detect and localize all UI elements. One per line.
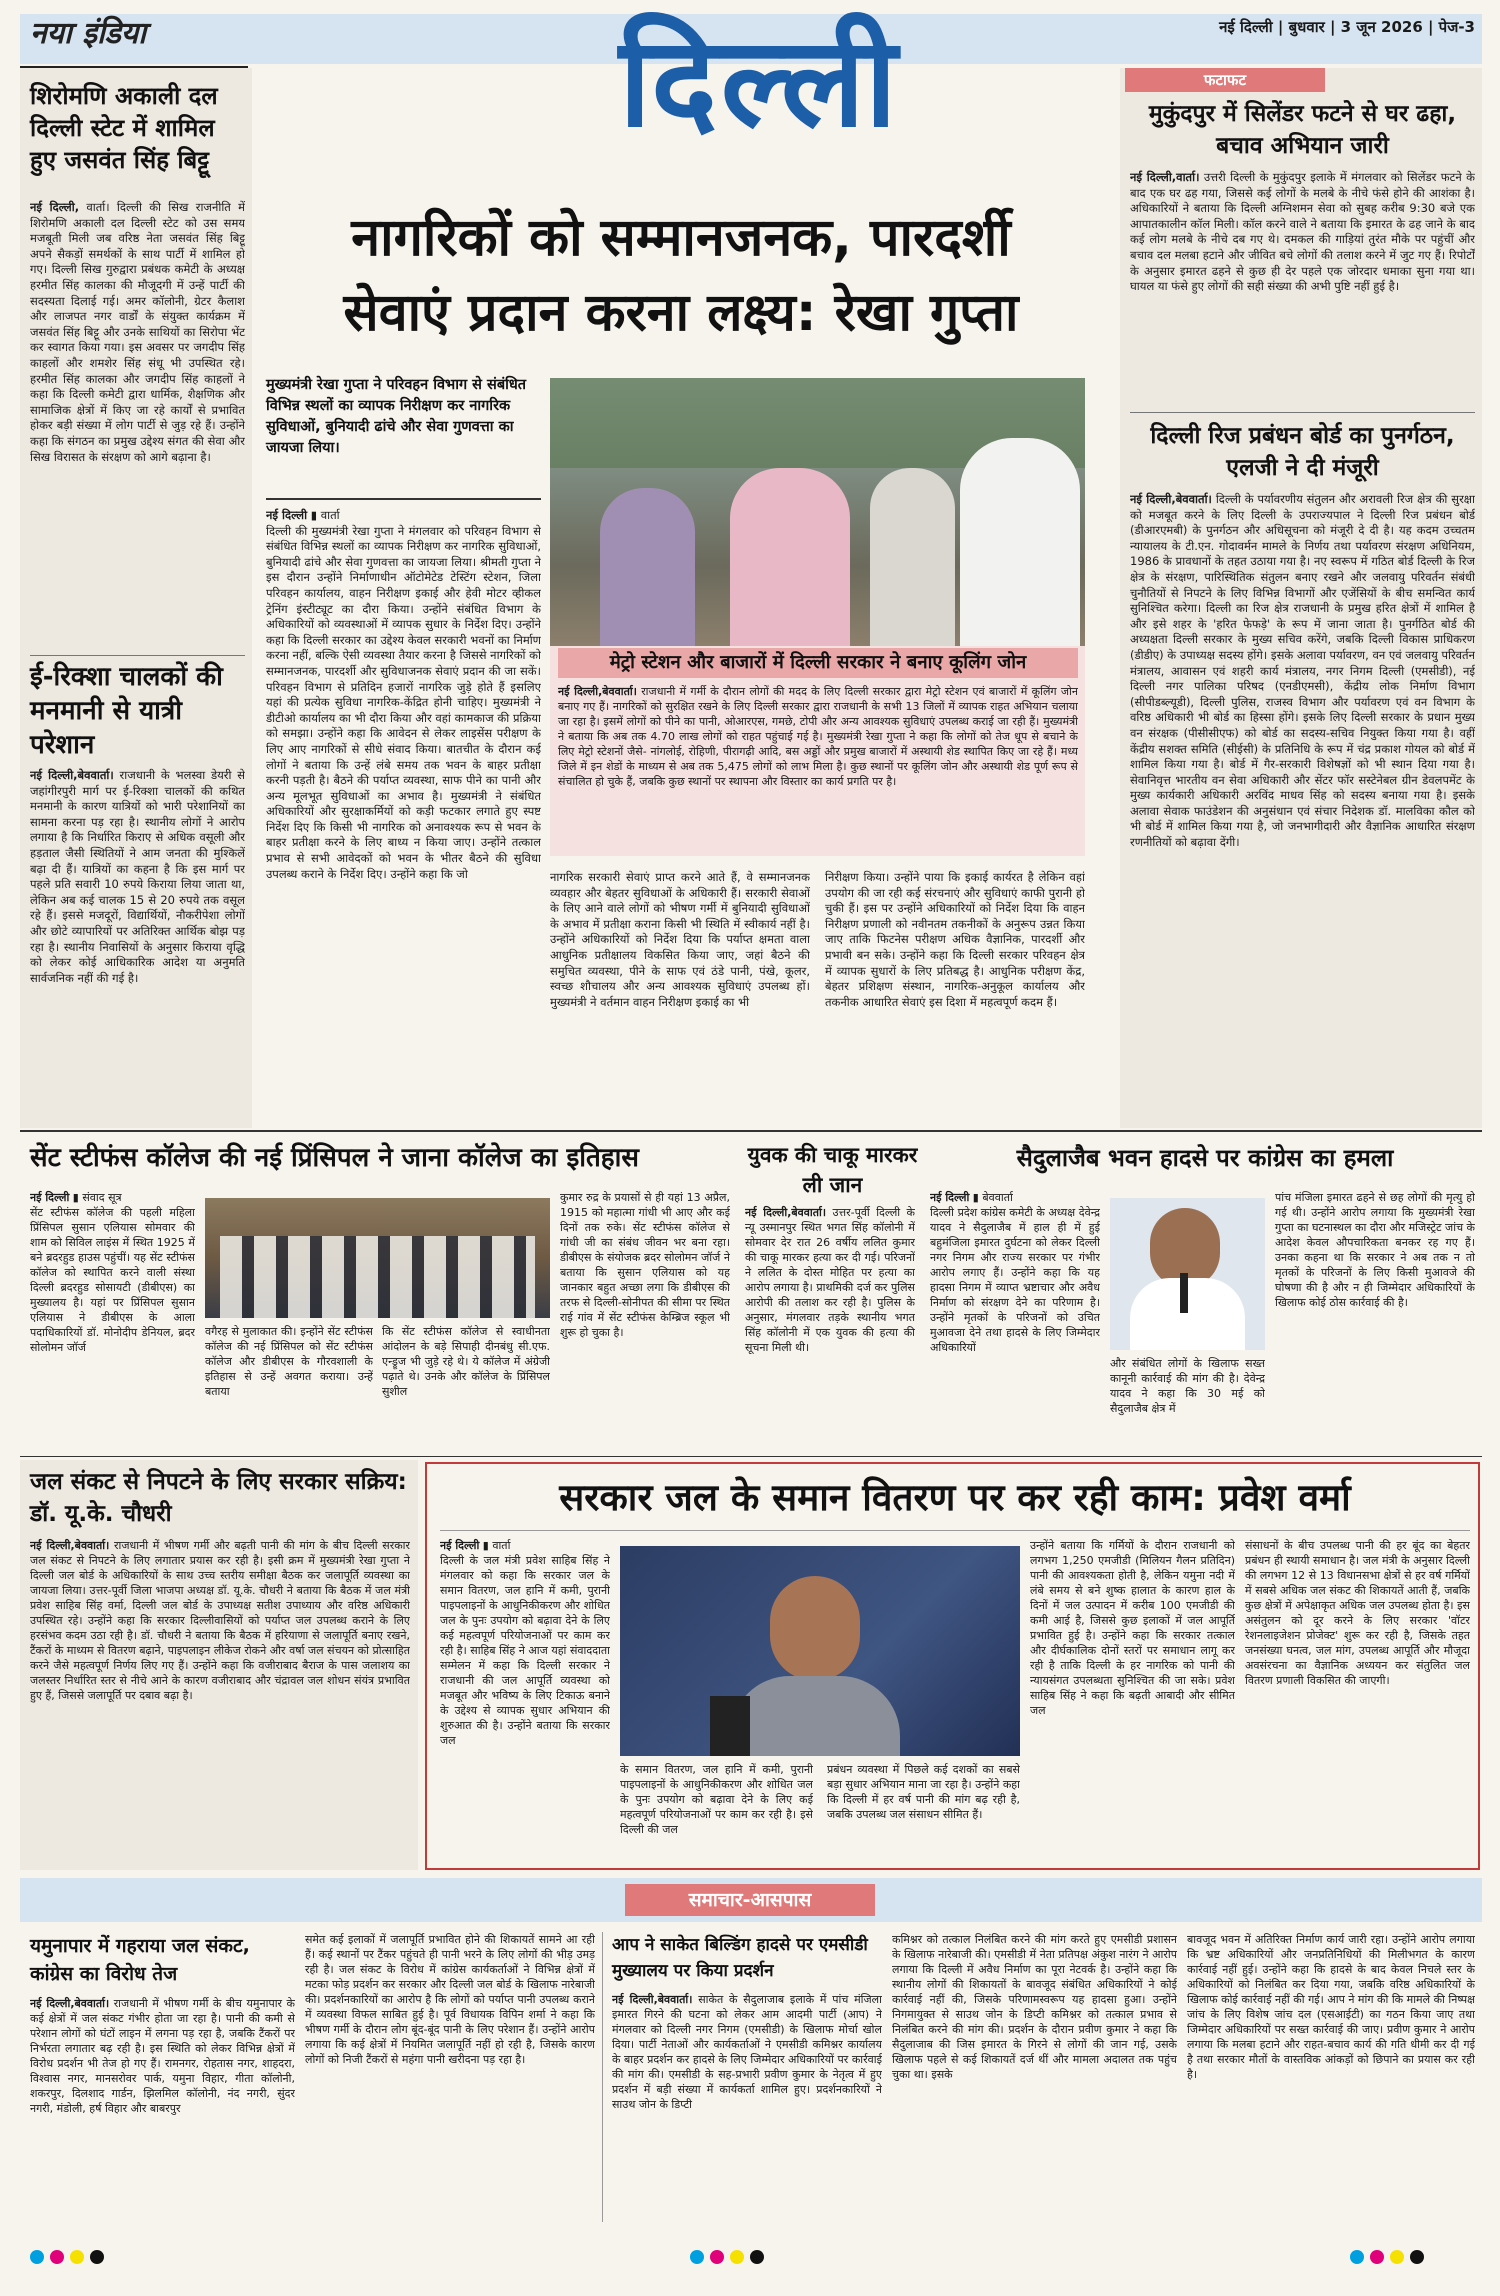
left-story2-text: राजधानी के भलस्वा डेयरी से जहांगीरपुरी मार्ग पर ई-रिक्शा चालकों की कथित मनमानी के कारण यात्रियों को भारी परेशानियों का सामना करना पड़ रहा है। स्थानीय लोगों ने आरोप लगाया है कि निर्धारित किराए से अधिक वसूली और हड़ताल जैसी स्थितियों ने आम जनता की मुश्किलें बढ़ा दी हैं। यात्रियों का कहना है कि इस मार्ग पर पहले प्रति सवारी 10 रुपये किराया लिया जाता था, लेकिन अब कई चालक 15 से 20 रुपये तक वसूल रहे हैं। इससे मजदूरों, विद्यार्थियों, नौकरीपेशा लोगों और छोटे व्यापारियों पर अतिरिक्त आर्थिक बोझ पड़ रहा है। स्थानीय निवासियों के अनुसार किराया वृद्धि को लेकर कोई आधिकारिक आदेश या अनुमति सार्वजनिक नहीं की गई है। <box>30 768 245 985</box>
saidulajab-col1: नई दिल्ली ▮ बेववार्ता दिल्ली प्रदेश कांग्रेस कमेटी के अध्यक्ष देवेन्द्र यादव ने सैदुलाजैब में हाल ही में हुई बहुमंजिला इमारत दुर्घटना को लेकर दिल्ली नगर निगम और राज्य सरकार पर गंभीर आरोप लगाए हैं। उन्होंने कहा कि यह हादसा निगम में व्याप्त भ्रष्टाचार और अवैध निर्माण को संरक्षण देने का परिणाम है। उन्होंने मृतकों के परिजनों को उचित मुआवजा देने तथा हादसे के लिए जिम्मेदार अधिकारियों <box>930 1191 1100 1354</box>
aaspaas-story1-dateline: नई दिल्ली,बेववार्ता। <box>30 1997 110 2010</box>
verma-under-photo-b: प्रबंधन व्यवस्था में पिछले कई दशकों का सबसे बड़ा सुधार अभियान माना जा रहा है। उन्होंने कहा कि दिल्ली में हर वर्ष पानी की मांग बढ़ रही है, जबकि उपलब्ध जल संसाधन सीमित हैं। <box>827 1763 1020 1821</box>
photo-mic <box>1180 1273 1188 1313</box>
registration-marks-center <box>690 2250 820 2268</box>
cooling-headline: मेट्रो स्टेशन और बाजारों में दिल्ली सरकार ने बनाए कूलिंग जोन <box>558 648 1078 678</box>
stephens-headline: सेंट स्टीफंस कॉलेज की नई प्रिंसिपल ने जाना कॉलेज का इतिहास <box>30 1143 639 1173</box>
knife-text: उत्तर-पूर्वी दिल्ली के न्यू उस्मानपुर स्थित भगत सिंह कॉलोनी में सोमवार देर रात 26 वर्षीय ललित कुमार की चाकू मारकर हत्या कर दी गई। परिजनों ने ललित के दोस्त मोहित पर हत्या का आरोप लगाया है। प्राथमिकी दर्ज कर पुलिस आरोपी की तलाश कर रही है। पुलिस के अनुसार, मंगलवार तड़के स्थानीय भगत सिंह कॉलोनी में एक युवक की हत्या की सूचना मिली थी। <box>745 1206 915 1354</box>
lead-headline-line2: सेवाएं प्रदान करना लक्ष्य: रेखा गुप्ता <box>343 283 1019 343</box>
lead-col1-text: दिल्ली की मुख्यमंत्री रेखा गुप्ता ने मंगलवार को परिवहन विभाग से संबंधित विभिन्न स्थलों का व्यापक निरीक्षण कर नागरिक सुविधाओं, बुनियादी ढांचे और सेवा गुणवत्ता का जायजा लिया। श्रीमती गुप्ता ने इस दौरान उन्होंने निर्माणाधीन ऑटोमेटेड टेस्टिंग स्टेशन, जिला परिवहन कार्यालय, वाहन निरीक्षण इकाई और हेवी मोटर व्हीकल ट्रेनिंग इंस्टीट्यूट का दौरा किया। उन्होंने संबंधित विभाग के अधिकारियों को व्यवस्थाओं में व्यापक सुधार के निर्देश दिए। उन्होंने कहा कि दिल्ली सरकार का उद्देश्य केवल सरकारी भवनों का निर्माण करना नहीं, बल्कि ऐसी व्यवस्था तैयार करना है जिससे नागरिकों को सम्मानजनक, पारदर्शी और सुविधाजनक सेवाएं प्रदान की जा सकें। परिवहन विभाग से प्रतिदिन हजारों नागरिक जुड़े होते हैं इसलिए यहां की प्रत्येक सुविधा नागरिक-केंद्रित होनी चाहिए। मुख्यमंत्री ने डीटीओ कार्यालय का भी दौरा किया और वहां कामकाज की प्रक्रिया को समझा। उन्होंने कहा कि आवेदन से लेकर लाइसेंस परीक्षण के लिए आए नागरिकों से सीधे संवाद किया। बातचीत के दौरान कई लोगों ने बताया कि उन्हें लंबे समय तक भवन के बाहर प्रतीक्षा करनी पड़ती है। बैठने की पर्याप्त व्यवस्था, साफ पीने का पानी और अन्य मूलभूत सुविधाओं का अभाव है। मुख्यमंत्री ने संबंधित अधिकारियों और सुरक्षाकर्मियों को कड़ी फटकार लगाते हुए स्पष्ट निर्देश दिए कि किसी भी नागरिक को अनावश्यक रूप से भवन के बाहर प्रतीक्षा करने के लिए बाध्य न किया जाए। उन्होंने तत्काल प्रभाव से सभी आवेदकों को भवन के भीतर बैठने की सुविधा उपलब्ध कराने के निर्देश दिए। उन्होंने कहा कि जो <box>266 523 541 881</box>
right-label: फटाफट <box>1125 68 1325 92</box>
cooling-dateline: नई दिल्ली,बेववार्ता। <box>558 685 637 698</box>
knife-dateline: नई दिल्ली,बेववार्ता। <box>745 1206 827 1219</box>
saidulajab-photo-caption: और संबंधित लोगों के खिलाफ सख्त कानूनी कार्रवाई की मांग की है। देवेन्द्र यादव ने कहा कि 30 मई को सैदुलाजैब क्षेत्र में <box>1110 1357 1265 1415</box>
photo-minister-head <box>770 1576 860 1681</box>
left-story1-headline: शिरोमणि अकाली दल दिल्ली स्टेट में शामिल हुए जसवंत सिंह बिट्टू <box>30 82 218 174</box>
right-story2-text: दिल्ली के पर्यावरणीय संतुलन और अरावली रिज क्षेत्र की सुरक्षा को मजबूत करने के लिए दिल्ली के उपराज्यपाल ने दिल्ली रिज प्रबंधन बोर्ड (डीआरएमबी) के पुनर्गठन और अधिसूचना को मंजूरी दे दी है। यह कदम उच्चतम न्यायालय के टी.एन. गोदावर्मन मामले के निर्णय तथा पर्यावरण संरक्षण अधिनियम, 1986 के प्रावधानों के तहत उठाया गया है। नए स्वरूप में गठित बोर्ड दिल्ली के रिज क्षेत्र के संरक्षण, पारिस्थितिक संतुलन बनाए रखने और जलवायु परिवर्तन संबंधी चुनौतियों से निपटने के लिए विभिन्न विभागों और एजेंसियों के बीच समन्वित कार्य सुनिश्चित करेगा। दिल्ली का रिज क्षेत्र राजधानी के प्रमुख हरित क्षेत्रों में शामिल है और इसे शहर के 'हरित फेफड़े' के रूप में जाना जाता है। पुनर्गठित बोर्ड की अध्यक्षता दिल्ली सरकार के मुख्य सचिव करेंगे, जबकि दिल्ली विकास प्राधिकरण (डीडीए) के उपाध्यक्ष सदस्य होंगे। इसके अलावा पर्यावरण, वन एवं जलवायु परिवर्तन मंत्रालय, आवासन एवं शहरी कार्य मंत्रालय, नगर निगम दिल्ली (एमसीडी), नई दिल्ली नगर पालिका परिषद (एनडीएमसी), केंद्रीय लोक निर्माण विभाग (सीपीडब्ल्यूडी), दिल्ली पुलिस, राजस्व विभाग और पर्यावरण एवं वन विभाग के वरिष्ठ अधिकारी भी बोर्ड का हिस्सा होंगे। इसके लिए दिल्ली सरकार के प्रधान मुख्य वन संरक्षक (पीसीसीएफ) को बोर्ड का सदस्य-सचिव नियुक्त किया गया है। वहीं केंद्रीय सशक्त समिति (सीईसी) के प्रतिनिधि के रूप में चंद्र प्रकाश गोयल को बोर्ड में शामिल किया गया है। बोर्ड में गैर-सरकारी विशेषज्ञों को भी स्थान दिया गया है। सेवानिवृत्त भारतीय वन सेवा अधिकारी और सेंटर फॉर सस्टेनेबल ग्रीन डेवलपमेंट के मुख्य कार्यकारी अधिकारी अरविंद माधव सिंह को सदस्य बनाया गया है। इसके अलावा सेवाक फाउंडेशन की अनुसंधान एवं संचार निदेशक डॉ. मालविका कौल को भी बोर्ड में शामिल किया गया है, जो जनभागीदारी और वैज्ञानिक आधारित संरक्षण रणनीतियों को बढ़ावा देंगी। <box>1130 492 1475 850</box>
photo-table-mic <box>710 1696 750 1756</box>
left-story1-text: वार्ता। दिल्ली की सिख राजनीति में शिरोमणि अकाली दल दिल्ली स्टेट को उस समय मजबूती मिली जब वरिष्ठ नेता जसवंत सिंह बिट्टू अपने सैकड़ों समर्थकों के साथ पार्टी में शामिल हो गए। दिल्ली सिख गुरुद्वारा प्रबंधक कमेटी के अध्यक्ष हरमीत सिंह कालका की मौजूदगी में उन्हें पार्टी की सदस्यता दिलाई गई। अमर कॉलोनी, ग्रेटर कैलाश और लाजपत नगर वार्डों के संयुक्त कार्यक्रम में जसवंत सिंह बिट्टू और उनके साथियों का सिरोपा भेंट कर स्वागत किया गया। इस अवसर पर जगदीप सिंह काहलों और शमशेर सिंह संधू भी उपस्थित रहे। हरमीत सिंह कालका और जगदीप सिंह काहलों ने कहा कि दिल्ली कमेटी द्वारा धार्मिक, शैक्षणिक और सामाजिक क्षेत्रों में किए जा रहे कार्यों से प्रभावित होकर बड़ी संख्या में लोग पार्टी से जुड़ रहे हैं। उन्होंने कहा कि संगठन का प्रमुख उद्देश्य संगत की सेवा और सिख विरासत के संरक्षण को आगे बढ़ाना है। <box>30 200 245 464</box>
lead-col1: नई दिल्ली ▮ वार्ता दिल्ली की मुख्यमंत्री रेखा गुप्ता ने मंगलवार को परिवहन विभाग से संबंधित विभिन्न स्थलों का व्यापक निरीक्षण कर नागरिक सुविधाओं, बुनियादी ढांचे और सेवा गुणवत्ता का जायजा लिया। श्रीमती गुप्ता ने इस दौरान उन्होंने निर्माणाधीन ऑटोमेटेड टेस्टिंग स्टेशन, जिला परिवहन कार्यालय, वाहन निरीक्षण इकाई और हेवी मोटर व्हीकल ट्रेनिंग इंस्टीट्यूट का दौरा किया। उन्होंने संबंधित विभाग के अधिकारियों को व्यवस्थाओं में व्यापक सुधार के निर्देश दिए। उन्होंने कहा कि दिल्ली सरकार का उद्देश्य केवल सरकारी भवनों का निर्माण करना नहीं, बल्कि ऐसी व्यवस्था तैयार करना है जिससे नागरिकों को सम्मानजनक, पारदर्शी और सुविधाजनक सेवाएं प्रदान की जा सकें। परिवहन विभाग से प्रतिदिन हजारों नागरिक जुड़े होते हैं इसलिए यहां की प्रत्येक सुविधा नागरिक-केंद्रित होनी चाहिए। मुख्यमंत्री ने डीटीओ कार्यालय का भी दौरा किया और वहां कामकाज की प्रक्रिया को समझा। उन्होंने कहा कि आवेदन से लेकर लाइसेंस परीक्षण के लिए आए नागरिकों से सीधे संवाद किया। बातचीत के दौरान कई लोगों ने बताया कि उन्हें लंबे समय तक भवन के बाहर प्रतीक्षा करनी पड़ती है। बैठने की पर्याप्त व्यवस्था, साफ पीने का पानी और अन्य मूलभूत सुविधाओं का अभाव है। मुख्यमंत्री ने संबंधित अधिकारियों और सुरक्षाकर्मियों को कड़ी फटकार लगाते हुए स्पष्ट निर्देश दिए कि किसी भी नागरिक को अनावश्यक रूप से भवन के बाहर प्रतीक्षा करने के लिए बाध्य न किया जाए। उन्होंने तत्काल प्रभाव से सभी आवेदकों को भवन के भीतर बैठने की सुविधा उपलब्ध कराने के निर्देश दिए। उन्होंने कहा कि जो <box>266 508 541 881</box>
jal-text: राजधानी में भीषण गर्मी और बढ़ती पानी की मांग के बीच दिल्ली सरकार जल संकट से निपटने के लिए लगातार प्रयास कर रही है। इसी क्रम में मुख्यमंत्री रेखा गुप्ता ने दिल्ली जल बोर्ड के अधिकारियों के साथ उच्च स्तरीय समीक्षा बैठक कर जलापूर्ति व्यवस्था का जायजा लिया। उत्तर-पूर्वी जिला भाजपा अध्यक्ष डॉ. यू.के. चौधरी ने बताया कि बैठक में जल मंत्री प्रवेश साहिब सिंह वर्मा, दिल्ली जल बोर्ड के उपाध्यक्ष सतीश उपाध्याय और वरिष्ठ अधिकारी उपस्थित रहे। उन्होंने कहा कि सरकार दिल्लीवासियों को पर्याप्त जल उपलब्ध कराने के लिए हरसंभव कदम उठा रही है। डॉ. चौधरी ने बताया कि बैठक में हरियाणा से जलापूर्ति बनाए रखने, टैंकरों के माध्यम से वितरण बढ़ाने, पाइपलाइन लीकेज रोकने और वर्षा जल संचयन को प्रोत्साहित करने जैसे महत्वपूर्ण निर्णय लिए गए हैं। उन्होंने कहा कि वजीराबाद बैराज के पास जलाशय का जलस्तर निर्धारित स्तर से नीचे आने के कारण वजीराबाद और चंद्रावल जल शोधन संयंत्र प्रभावित हुए हैं, जिससे जलापूर्ति पर दबाव बढ़ा है। <box>30 1539 410 1702</box>
saidulajab-headline: सैदुलाजैब भवन हादसे पर कांग्रेस का हमला <box>1016 1144 1394 1172</box>
stephens-photo-caption-a: वगैरह से मुलाकात की। इन्होंने सेंट स्टीफंस कॉलेज की नई प्रिंसिपल को सेंट स्टीफंस कॉलेज और डीबीएस के गौरवशाली के इतिहास से उन्हें अवगत कराया। उन्हें बताया <box>205 1325 373 1398</box>
left-story2-dateline: नई दिल्ली,बेववार्ता। <box>30 768 114 782</box>
saidulajab-dateline: नई दिल्ली <box>930 1191 970 1204</box>
lead-standfirst-rule <box>266 498 541 500</box>
lead-standfirst: मुख्यमंत्री रेखा गुप्ता ने परिवहन विभाग से संबंधित विभिन्न स्थलों का व्यापक निरीक्षण कर नागरिक सुविधाओं, बुनियादी ढांचे और सेवा गुणवत्ता का जायजा लिया। <box>266 377 527 456</box>
stephens-agency: संवाद सूत्र <box>82 1191 122 1204</box>
lead-col2: नागरिक सरकारी सेवाएं प्राप्त करने आते हैं, वे सम्मानजनक व्यवहार और बेहतर सुविधाओं के अधिकारी हैं। सरकारी सेवाओं के लिए आने वाले लोगों को भीषण गर्मी में बुनियादी सुविधाओं के अभाव में प्रतीक्षा कराना किसी भी स्थिति में स्वीकार्य नहीं है। उन्होंने अधिकारियों को निर्देश दिया कि पर्याप्त क्षमता वाला आधुनिक प्रतीक्षालय विकसित किया जाए, जहां बैठने की समुचित व्यवस्था, पीने के साफ एवं ठंडे पानी, पंखे, कूलर, स्वच्छ शौचालय और अन्य आवश्यक सुविधाएं उपलब्ध हों। मुख्यमंत्री ने वर्तमान वाहन निरीक्षण इकाई का भी <box>550 870 810 1009</box>
knife-body <box>745 1205 915 1450</box>
right-story2-body <box>1130 492 1475 1120</box>
aaspaas-story1-text: राजधानी में भीषण गर्मी के बीच यमुनापार के कई क्षेत्रों में जल संकट गंभीर होता जा रहा है। पानी की कमी से परेशान लोगों को घंटों लाइन में लगना पड़ रहा है, जबकि टैंकरों पर निर्भरता लगातार बढ़ रही है। इस स्थिति को लेकर विभिन्न क्षेत्रों में विरोध प्रदर्शन भी तेज हो गए हैं। रामनगर, रोहतास नगर, शाहदरा, विश्वास नगर, मानसरोवर पार्क, यमुना विहार, गीता कॉलोनी, शकरपुर, दिलशाद गार्डन, झिलमिल कॉलोनी, नंद नगरी, सुंदर नगरी, मंडोली, हर्ष विहार और बाबरपुर <box>30 1997 295 2115</box>
saidulajab-col1-text: दिल्ली प्रदेश कांग्रेस कमेटी के अध्यक्ष देवेन्द्र यादव ने सैदुलाजैब में हाल ही में हुई बहुमंजिला इमारत दुर्घटना को लेकर दिल्ली नगर निगम और राज्य सरकार पर गंभीर आरोप लगाए हैं। उन्होंने कहा कि यह हादसा निगम में व्याप्त भ्रष्टाचार और अवैध निर्माण को संरक्षण देने का परिणाम है। उन्होंने मृतकों के परिजनों को उचित मुआवजा देने तथा हादसे के लिए जिम्मेदार अधिकारियों <box>930 1206 1100 1354</box>
verma-headline: सरकार जल के समान वितरण पर कर रही काम: प्रवेश वर्मा <box>559 1476 1351 1519</box>
photo-person-2 <box>730 468 850 646</box>
photo-person-4 <box>960 438 1080 646</box>
right-story1-text: उत्तरी दिल्ली के मुकुंदपुर इलाके में मंगलवार को सिलेंडर फटने के बाद एक घर ढह गया, जिससे कई लोगों के मलबे के नीचे फंसे होने की आशंका है। अधिकारियों ने बताया कि दिल्ली अग्निशमन सेवा को सुबह करीब 9:30 बजे एक आपातकालीन कॉल मिली। कॉल करने वाले ने बताया कि इमारत के ढह जाने के बाद कई लोग मलबे के नीचे दब गए थे। दमकल की गाड़ियां तुरंत मौके पर पहुंचीं और बचाव दल मलबा हटाने और जीवित बचे लोगों की तलाश करने में जुट गए हैं। रिपोर्टों के अनुसार इमारत ढहने से कुछ ही देर पहले एक जोरदार धमाका सुना गया था। घायल या फंसे हुए लोगों की सही संख्या की अभी पुष्टि नहीं हुई है। <box>1130 170 1475 294</box>
verma-agency: वार्ता <box>492 1539 511 1552</box>
verma-col3: उन्होंने बताया कि गर्मियों के दौरान राजधानी को लगभग 1,250 एमजीडी (मिलियन गैलन प्रतिदिन) पानी की आवश्यकता होती है, लेकिन यमुना नदी में लंबे समय से बने शुष्क हालात के कारण हाल के दिनों में जल उत्पादन में करीब 100 एमजीडी की कमी आई है, जिससे कुछ इलाकों में जल आपूर्ति प्रभावित हुई है। उन्होंने कहा कि सरकार तत्काल और दीर्घकालिक दोनों स्तरों पर समाधान लागू कर रही है ताकि दिल्ली के हर नागरिक को पानी की न्यायसंगत उपलब्धता सुनिश्चित की जा सके। प्रवेश साहिब सिंह ने कहा कि बढ़ती आबादी और सीमित जल <box>1030 1539 1235 1717</box>
aaspaas-story2-dateline: नई दिल्ली,बेववार्ता। <box>612 1993 693 2006</box>
water-row-rule <box>20 1456 1482 1457</box>
verma-dateline: नई दिल्ली <box>440 1539 480 1552</box>
verma-under-photo-a: के समान वितरण, जल हानि में कमी, पुरानी पाइपलाइनों के आधुनिकीकरण और शोधित जल के पुनः उपयोग को बढ़ावा देने के लिए कई महत्वपूर्ण परियोजनाओं पर काम कर रही है। इसे दिल्ली की जल <box>620 1763 813 1836</box>
registration-marks-left <box>30 2250 160 2268</box>
cooling-body <box>558 684 1078 852</box>
left-story2-headline: ई-रिक्शा चालकों की मनमानी से यात्री परेशान <box>30 662 223 760</box>
right-story2-dateline: नई दिल्ली,बेववार्ता। <box>1130 492 1212 506</box>
aaspaas-story1-col2: समेत कई इलाकों में जलापूर्ति प्रभावित होने की शिकायतें सामने आ रही हैं। कई स्थानों पर टैंकर पहुंचते ही पानी भरने के लिए लोगों की भीड़ उमड़ रही है। जल संकट के विरोध में कांग्रेस कार्यकर्ताओं ने विभिन्न क्षेत्रों में मटका फोड़ प्रदर्शन कर सरकार और दिल्ली जल बोर्ड के खिलाफ नारेबाजी की। प्रदर्शनकारियों का आरोप है कि लोगों को पर्याप्त पानी उपलब्ध कराने में व्यवस्था विफल साबित हुई है। पूर्व विधायक विपिन शर्मा ने कहा कि भीषण गर्मी के दौरान लोग बूंद-बूंद पानी के लिए परेशान हैं। उन्होंने आरोप लगाया कि कई क्षेत्रों में नियमित जलापूर्ति नहीं हो रही है, जिसके कारण लोगों को निजी टैंकरों से महंगा पानी खरीदना पड़ रहा है। <box>305 1933 595 2066</box>
left-story1-dateline: नई दिल्ली, <box>30 200 80 214</box>
aaspaas-story2-col2: कमिश्नर को तत्काल निलंबित करने की मांग करते हुए एमसीडी प्रशासन के खिलाफ नारेबाजी की। एमसीडी में नेता प्रतिपक्ष अंकुश नारंग ने आरोप लगाया कि दिल्ली में अवैध निर्माण का पूरा नेटवर्क है। उन्होंने कहा कि स्थानीय लोगों की शिकायतों के बावजूद संबंधित अधिकारियों ने कोई कार्रवाई नहीं की, जिसके परिणामस्वरूप यह हादसा हुआ। उन्होंने निगमायुक्त से साउथ जोन के डिप्टी कमिश्नर को तत्काल प्रभाव से निलंबित करने की मांग की। प्रदर्शन के दौरान प्रवीण कुमार ने कहा कि सैदुलाजाब की जिस इमारत के गिरने से लोगों की जान गई, उसके खिलाफ पहले से कई शिकायतें दर्ज थीं और मामला अदालत तक पहुंच चुका था। इसके <box>892 1933 1177 2081</box>
aaspaas-story1-headline: यमुनापार में गहराया जल संकट, कांग्रेस का विरोध तेज <box>30 1935 250 1985</box>
right-story1-headline: मुकुंदपुर में सिलेंडर फटने से घर ढहा, बचाव अभियान जारी <box>1148 101 1457 159</box>
aaspaas-divider <box>602 1932 603 2222</box>
jal-body <box>30 1538 410 1864</box>
jal-dateline: नई दिल्ली,बेववार्ता। <box>30 1539 110 1552</box>
right-story2-headline: दिल्ली रिज प्रबंधन बोर्ड का पुनर्गठन, एलजी ने दी मंजूरी <box>1150 423 1455 481</box>
aaspaas-label: समाचार-आसपास <box>625 1884 875 1916</box>
right-story1-dateline: नई दिल्ली,वार्ता। <box>1130 170 1200 184</box>
cooling-text: राजधानी में गर्मी के दौरान लोगों की मदद के लिए दिल्ली सरकार द्वारा मेट्रो स्टेशन एवं बाजारों में कूलिंग जोन बनाए गए हैं। नागरिकों को सुरक्षित रखने के लिए दिल्ली सरकार द्वारा राजधानी के सभी 13 जिलों में व्यापक राहत अभियान चलाया जा रहा है। इसमें लोगों को पीने का पानी, ओआरएस, गमछे, टोपी और अन्य आवश्यक सुविधाएं उपलब्ध कराई जा रही हैं। मुख्यमंत्री ने बताया कि अब तक 4.70 लाख लोगों को राहत पहुंचाई गई है। मुख्यमंत्री रेखा गुप्ता ने कहा कि लोगों को तेज धूप से बचाने के लिए मेट्रो स्टेशनों जैसे- नांगलोई, रोहिणी, पीरागढ़ी आदि, बस अड्डों और प्रमुख बाजारों में अस्थायी शेड स्थापित किए जा रहे हैं। मध्य जिले में इन शेडों के माध्यम से अब तक 5,475 लोगों को लाभ मिला है। कुछ स्थानों पर कूलिंग जोन और अस्थायी शेड पूर्ण रूप से संचालित हो चुके हैं, जबकि कुछ स्थानों पर स्थापना और विस्तार का कार्य प्रगति पर है। <box>558 685 1078 788</box>
aaspaas-story2-body <box>612 1992 882 2226</box>
saidulajab-photo <box>1110 1198 1265 1350</box>
lead-dateline: नई दिल्ली <box>266 508 308 522</box>
aaspaas-story1-body <box>30 1996 295 2226</box>
saidulajab-agency: बेववार्ता <box>982 1191 1013 1204</box>
photo-person-3 <box>870 468 955 646</box>
stephens-dateline: नई दिल्ली <box>30 1191 70 1204</box>
stephens-col3: कुमार रुद्र के प्रयासों से ही यहां 13 अप्रैल, 1915 को महात्मा गांधी भी आए और कई दिनों तक रुके। सेंट स्टीफंस कॉलेज से गांधी जी का संबंध जीवन भर बना रहा। डीबीएस के संयोजक ब्रदर सोलोमन जॉर्ज ने बताया कि सुसान एलियास को यह जानकार बहुत अच्छा लगा कि डीबीएस की तरफ से दिल्ली-सोनीपत की सीमा पर स्थित राई गांव में सेंट स्टीफंस केम्ब्रिज स्कूल भी शुरू हो चुका है। <box>560 1191 730 1339</box>
lead-agency: वार्ता <box>320 508 340 522</box>
photo-group-row <box>220 1236 535 1318</box>
right-story1-body <box>1130 170 1475 410</box>
middle-row-rule <box>20 1130 1482 1132</box>
section-title: दिल्ली <box>618 11 902 155</box>
verma-photo <box>620 1546 1020 1756</box>
saidulajab-col3: पांच मंजिला इमारत ढहने से छह लोगों की मृत्यु हो गई थी। उन्होंने आरोप लगाया कि मुख्यमंत्री रेखा गुप्ता का घटनास्थल का दौरा और मजिस्ट्रेट जांच के आदेश केवल औपचारिकता बनकर रह गए हैं। उनका कहना था कि सरकार ने अब तक न तो मृतकों के परिजनों के लिए किसी मुआवजे की घोषणा की है और न ही जिम्मेदार अधिकारियों के खिलाफ कोई ठोस कार्रवाई की है। <box>1275 1191 1475 1309</box>
stephens-photo-caption-b: कि सेंट स्टीफंस कॉलेज से स्वाधीनता आंदोलन के बड़े सिपाही दीनबंधु सी.एफ. एन्ड्रूज भी जुड़े रहे थे। ये कॉलेज में अंग्रेजी पढ़ाते थे। उनके और कॉलेज के प्रिंसिपल सुशील <box>382 1325 550 1398</box>
verma-headline-rule <box>440 1530 1470 1531</box>
left-story1-body <box>30 200 245 650</box>
stephens-photo <box>205 1198 550 1318</box>
left-story2-body <box>30 768 245 1120</box>
verma-col1: नई दिल्ली ▮ वार्ता दिल्ली के जल मंत्री प्रवेश साहिब सिंह ने मंगलवार को कहा कि सरकार जल के समान वितरण, जल हानि में कमी, पुरानी पाइपलाइनों के आधुनिकीकरण और शोधित जल के पुनः उपयोग को बढ़ावा देने के लिए कई महत्वपूर्ण परियोजनाओं पर काम कर रही है। साहिब सिंह ने आज यहां संवाददाता सम्मेलन में कहा कि दिल्ली सरकार ने राजधानी की जल आपूर्ति व्यवस्था को मजबूत और भविष्य के लिए टिकाऊ बनाने के उद्देश्य से व्यापक सुधार अभियान की शुरुआत की है। उन्होंने बताया कि सरकार जल <box>440 1539 610 1747</box>
aaspaas-story2-headline: आप ने साकेत बिल्डिंग हादसे पर एमसीडी मुख्यालय पर किया प्रदर्शन <box>612 1935 868 1981</box>
registration-marks-right <box>1350 2250 1480 2268</box>
dateline: नई दिल्ली | बुधवार | 3 जून 2026 | पेज-3 <box>1219 18 1475 36</box>
lead-col3: निरीक्षण किया। उन्होंने पाया कि इकाई कार्यरत है लेकिन वहां उपयोग की जा रही कई संरचनाएं और सुविधाएं काफी पुरानी हो चुकी हैं। इस पर उन्होंने अधिकारियों को निर्देश दिया कि वाहन निरीक्षण प्रणाली को नवीनतम तकनीकों के अनुरूप उन्नत किया जाए ताकि फिटनेस परीक्षण अधिक वैज्ञानिक, पारदर्शी और प्रभावी बन सके। उन्होंने कहा कि दिल्ली सरकार परिवहन क्षेत्र में व्यापक सुधारों के लिए प्रतिबद्ध है। आधुनिक परीक्षण केंद्र, बेहतर प्रशिक्षण संस्थान, नागरिक-अनुकूल कार्यालय और तकनीक आधारित सेवाएं इस दिशा में महत्वपूर्ण कदम हैं। <box>825 870 1085 1009</box>
stephens-col1: नई दिल्ली ▮ संवाद सूत्र सेंट स्टीफंस कॉलेज की पहली महिला प्रिंसिपल सुसान एलियास सोमवार की शाम को सिविल लाइंस में स्थित 1925 में बने ब्रदरहुड हाउस पहुंचीं। यह सेंट स्टीफंस कॉलेज को स्थापित करने वाली संस्था दिल्ली ब्रदरहुड सोसायटी (डीबीएस) का मुख्यालय है। यहां पर प्रिंसिपल सुसान एलियास ने डीबीएस के आला पदाधिकारियों डॉ. मोनोदीप डेनियल, ब्रदर सोलोमन जॉर्ज <box>30 1191 195 1354</box>
left-divider <box>30 655 245 656</box>
photo-minister-body <box>730 1676 900 1756</box>
knife-headline: युवक की चाकू मारकर ली जान <box>747 1143 918 1197</box>
brand-logo: नया इंडिया <box>30 16 146 51</box>
aaspaas-story2-text: साकेत के सैदुलाजाब इलाके में पांच मंजिला इमारत गिरने की घटना को लेकर आम आदमी पार्टी (आप) ने मंगलवार को दिल्ली नगर निगम (एमसीडी) के खिलाफ मोर्चा खोल दिया। पार्टी नेताओं और कार्यकर्ताओं ने एमसीडी कमिश्नर कार्यालय के बाहर प्रदर्शन कर हादसे के लिए जिम्मेदार अधिकारियों पर कार्रवाई की मांग की। एमसीडी के सह-प्रभारी प्रवीण कुमार के नेतृत्व में हुए प्रदर्शन में बड़ी संख्या में कार्यकर्ता शामिल हुए। प्रदर्शनकारियों ने साउथ जोन के डिप्टी <box>612 1993 882 2111</box>
lead-headline-line1: नागरिकों को सम्मानजनक, पारदर्शी <box>351 208 1011 268</box>
lead-photo <box>550 378 1085 646</box>
verma-col1-text: दिल्ली के जल मंत्री प्रवेश साहिब सिंह ने मंगलवार को कहा कि सरकार जल के समान वितरण, जल हानि में कमी, पुरानी पाइपलाइनों के आधुनिकीकरण और शोधित जल के पुनः उपयोग को बढ़ावा देने के लिए कई महत्वपूर्ण परियोजनाओं पर काम कर रही है। साहिब सिंह ने आज यहां संवाददाता सम्मेलन में कहा कि दिल्ली सरकार ने राजधानी की जल आपूर्ति व्यवस्था को मजबूत और भविष्य के लिए टिकाऊ बनाने के उद्देश्य से व्यापक सुधार अभियान की शुरुआत की है। उन्होंने बताया कि सरकार जल <box>440 1554 610 1747</box>
right-divider <box>1130 412 1475 413</box>
stephens-col1-text: सेंट स्टीफंस कॉलेज की पहली महिला प्रिंसिपल सुसान एलियास सोमवार की शाम को सिविल लाइंस में स्थित 1925 में बने ब्रदरहुड हाउस पहुंचीं। यह सेंट स्टीफंस कॉलेज को स्थापित करने वाली संस्था दिल्ली ब्रदरहुड सोसायटी (डीबीएस) का मुख्यालय है। यहां पर प्रिंसिपल सुसान एलियास ने डीबीएस के आला पदाधिकारियों डॉ. मोनोदीप डेनियल, ब्रदर सोलोमन जॉर्ज <box>30 1206 195 1354</box>
photo-person-1 <box>600 488 695 646</box>
aaspaas-story2-col3: बावजूद भवन में अतिरिक्त निर्माण कार्य जारी रहा। उन्होंने आरोप लगाया कि भ्रष्ट अधिकारियों और जनप्रतिनिधियों की मिलीभगत के कारण कार्रवाई नहीं हुई। उन्होंने कहा कि हादसे के बाद केवल निचले स्तर के अधिकारियों को निलंबित कर दिया गया, जबकि वरिष्ठ अधिकारियों के खिलाफ कोई कार्रवाई नहीं की गई। आप ने मांग की कि मामले की निष्पक्ष जांच के लिए विशेष जांच दल (एसआईटी) का गठन किया जाए तथा जिम्मेदार अधिकारियों पर सख्त कार्रवाई की जाए। प्रवीण कुमार ने आरोप लगाया कि मलबा हटाने और राहत-बचाव कार्य की गति धीमी कर दी गई है तथा सरकार मौतों के वास्तविक आंकड़ों को छिपाने का प्रयास कर रही है। <box>1187 1933 1475 2081</box>
jal-headline: जल संकट से निपटने के लिए सरकार सक्रिय: डॉ. यू.के. चौधरी <box>30 1469 407 1527</box>
verma-col4: संसाधनों के बीच उपलब्ध पानी की हर बूंद का बेहतर प्रबंधन ही स्थायी समाधान है। जल मंत्री के अनुसार दिल्ली की लगभग 12 से 13 विधानसभा क्षेत्रों से हर वर्ष गर्मियों में सबसे अधिक जल संकट की शिकायतें आती हैं, जबकि कुछ क्षेत्रों में अपेक्षाकृत अधिक जल उपलब्ध होता है। इस असंतुलन को दूर करने के लिए सरकार 'वॉटर रेशनलाइजेशन प्रोजेक्ट' शुरू कर रही है, जिसके तहत जनसंख्या घनत्व, जल मांग, उपलब्ध आपूर्ति और मौजूदा अवसंरचना का वैज्ञानिक अध्ययन कर संतुलित जल वितरण प्रणाली विकसित की जाएगी। <box>1245 1539 1470 1687</box>
